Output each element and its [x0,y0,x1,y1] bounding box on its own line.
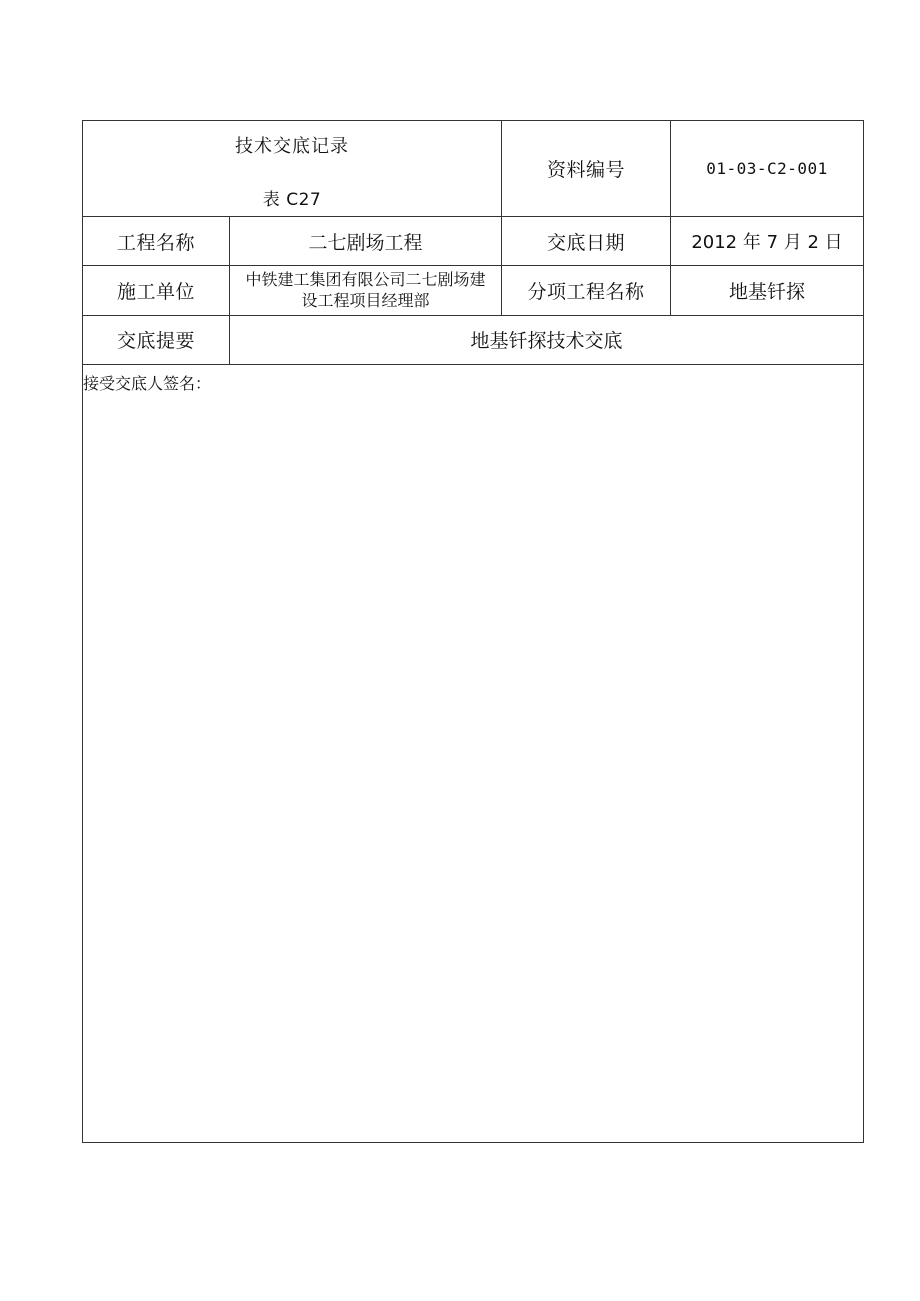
date-value: 2012 年 7 月 2 日 [691,232,843,254]
construction-unit-value-cell [230,266,502,315]
project-name-label-cell [83,217,230,266]
construction-unit-line-1: 中铁建工集团有限公司二七剧场建 [245,270,486,290]
form-number: 表 C27 [262,190,322,210]
project-name-value-cell [230,217,502,266]
summary-label-cell [83,315,230,364]
date-label: 交底日期 [546,231,625,254]
project-name-label: 工程名称 [116,231,195,254]
subitem-value-cell [671,266,864,315]
doc-number-value: 01-03-C2-001 [706,159,828,179]
construction-unit-label: 施工单位 [116,280,195,303]
subitem-label: 分项工程名称 [527,280,645,303]
construction-unit-row [83,266,864,315]
form-title: 技术交底记录 [235,136,349,157]
date-label-cell [502,217,671,266]
technical-disclosure-form [82,120,864,1143]
summary-value-cell [230,315,864,364]
form-title-cell [83,121,502,217]
construction-unit-line-2: 设工程项目经理部 [301,291,430,311]
signature-area[interactable] [83,364,864,1142]
summary-row [83,315,864,364]
construction-unit-label-cell [83,266,230,315]
subitem-label-cell [502,266,671,315]
signature-row [83,364,864,1142]
subitem-value: 地基钎探 [728,280,805,303]
project-row [83,217,864,266]
doc-number-value-cell [671,121,864,217]
signature-label: 接受交底人签名： [83,373,212,393]
doc-number-label-cell [502,121,671,217]
form-header-row [83,121,864,217]
summary-value: 地基钎探技术交底 [470,330,623,353]
doc-number-label: 资料编号 [546,159,625,182]
project-name-value: 二七剧场工程 [308,231,423,254]
date-value-cell [671,217,864,266]
summary-label: 交底提要 [116,330,195,353]
